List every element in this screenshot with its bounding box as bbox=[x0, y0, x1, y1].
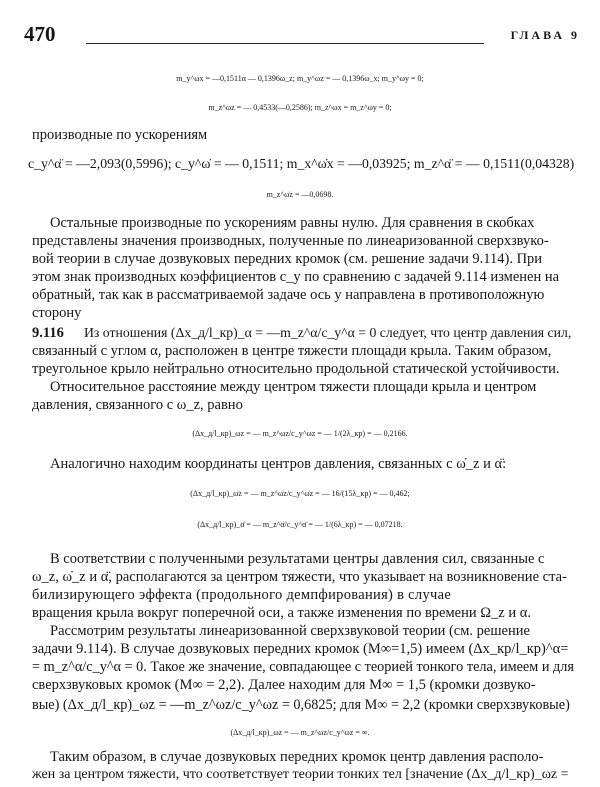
text-line: Аналогично находим координаты центров давления, связанных с ω̇_z и α̈: bbox=[50, 456, 507, 472]
text-line: В соответствии с полученными результатами центры давления сил, связанные с bbox=[50, 551, 545, 567]
text-line: = m_z^α/c_y^α = 0. Такое же значение, совпадающее с теорией тонкого тела, имеем и для bbox=[32, 659, 574, 675]
text-line: ω_z, ω̇_z и α̈, располагаются за центром тяжести, что указывает на возникновение ста- bbox=[32, 569, 567, 585]
chapter-title: ГЛАВА 9 bbox=[510, 28, 580, 42]
text-line: давления, связанного с ω_z, равно bbox=[32, 397, 243, 413]
text-line: производные по ускорениям bbox=[32, 127, 208, 143]
text-line: Относительное расстояние между центром тяжести площади крыла и центром bbox=[50, 379, 537, 395]
text-line: этом знак производных коэффициентов c_y по сравнению с задачей 9.114 изменен на bbox=[32, 269, 560, 285]
text-line: вые) (Δx_д/l_кр)_ωz = —m_z^ωz/c_y^ωz = 0,6825; для M∞ = 2,2 (кромки сверхзвуковые) bbox=[32, 697, 570, 713]
header-rule bbox=[86, 43, 484, 44]
formula-line: m_z^ωz = — 0,4533(—0,2586); m_z^ωx = m_z^ωy = 0; bbox=[208, 103, 392, 112]
formula-line: m_z^ω̇z = —0,0698. bbox=[266, 190, 334, 199]
text-line: Таким образом, в случае дозвуковых передних кромок центр давления располо- bbox=[50, 749, 544, 765]
formula-line: (Δx_д/l_кр)_ωz = — m_z^ωz/c_y^ωz = ∞. bbox=[230, 728, 370, 737]
text-line: билизирующего эффекта (продольного демпфирования) в случае bbox=[32, 587, 452, 603]
text-line: представлены значения производных, полученные по линеаризованной сверхзвуко- bbox=[32, 233, 549, 249]
text-line: сторону bbox=[32, 305, 82, 321]
formula-line: (Δx_д/l_кр)_ωz = — m_z^ωz/c_y^ωz = — 1/(2λ_кр) = — 0,2166. bbox=[192, 429, 408, 438]
formula-line: c_y^α̈ = —2,093(0,5996); c_y^ω̇ = — 0,1511; m_x^ω̇x = —0,03925; m_z^α̈ = — 0,1511(0,04328) bbox=[28, 156, 575, 171]
formula-line: (Δx_д/l_кр)_α̈ = — m_z^α̈/c_y^α̈ = — 1/(6λ_кр) = — 0,07218. bbox=[197, 520, 403, 529]
text-line: Остальные производные по ускорениям равны нулю. Для сравнения в скобках bbox=[50, 215, 535, 231]
formula-line: m_y^ωx = —0,1511α — 0,1396ω_z; m_y^ωz = — 0,1396ω_x; m_y^ωy = 0; bbox=[176, 74, 424, 83]
problem-number: 9.116 bbox=[32, 325, 64, 341]
text-line: сверхзвуковых кромок (M∞ = 2,2). Далее находим для M∞ = 1,5 (кромки дозвуко- bbox=[32, 677, 536, 693]
text-line: жен за центром тяжести, что соответствует теории тонких тел [значение (Δx_д/l_кр)_ωz = bbox=[32, 767, 569, 782]
text-line: вой теории в случае дозвуковых передних кромок (см. решение задачи 9.114). При bbox=[32, 251, 543, 267]
text-line: вращения крыла вокруг поперечной оси, а также изменения по времени Ω_z и α. bbox=[32, 605, 531, 621]
formula-line: (Δx_д/l_кр)_ω̇z = — m_z^ω̇z/c_y^ω̇z = — 16/(15λ_кр) = — 0,462; bbox=[190, 489, 410, 498]
text-line: задачи 9.114). В случае дозвуковых передних кромок (M∞=1,5) имеем (Δx_кр/l_кр)^α= bbox=[32, 641, 569, 657]
text-line: Из отношения (Δx_д/l_кр)_α = —m_z^α/c_y^α = 0 следует, что центр давления сил, bbox=[84, 325, 572, 340]
page-number: 470 bbox=[24, 22, 56, 46]
text-line: треугольное крыло нейтрально относительно продольной статической устойчивости. bbox=[32, 361, 560, 377]
text-line: Рассмотрим результаты линеаризованной сверхзвуковой теории (см. решение bbox=[50, 623, 530, 639]
text-line: обратный, так как в рассматриваемой задаче ось y направлена в противоположную bbox=[32, 287, 545, 303]
text-line: связанный с углом α, расположен в центре тяжести площади крыла. Таким образом, bbox=[32, 343, 552, 359]
